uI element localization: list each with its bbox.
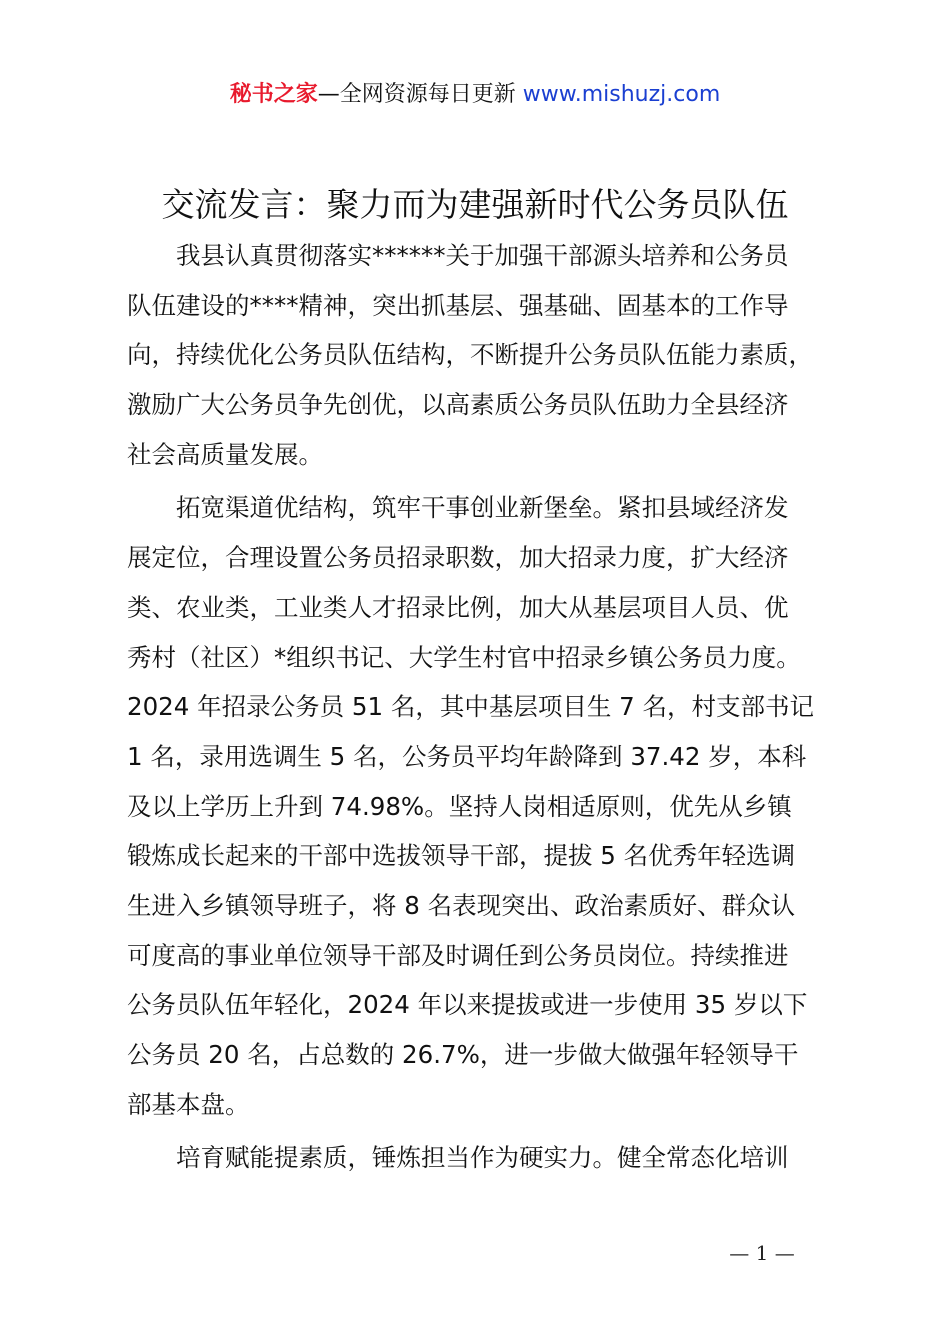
site-brand: 秘书之家 <box>229 82 318 107</box>
document-body <box>127 231 852 1183</box>
body-line: 及以上学历上升到 74.98%。坚持人岗相适原则，优先从乡镇 <box>127 791 792 821</box>
site-url-link[interactable]: www.mishuzj.com <box>522 82 721 107</box>
body-line: 锻炼成长起来的干部中选拔领导干部，提拔 5 名优秀年轻选调 <box>127 841 796 871</box>
page-number: — 1 — <box>729 1241 795 1265</box>
document-title: 交流发言：聚力而为建强新时代公务员队伍 <box>161 185 789 224</box>
site-tagline: —全网资源每日更新 <box>317 82 516 107</box>
body-line: 秀村（社区）*组织书记、大学生村官中招录乡镇公务员力度。 <box>127 642 801 672</box>
body-line: 激励广大公务员争先创优，以高素质公务员队伍助力全县经济 <box>127 390 789 420</box>
body-line: 社会高质量发展。 <box>127 439 323 469</box>
body-line: 类、农业类，工业类人才招录比例，加大从基层项目人员、优 <box>127 592 789 622</box>
site-header <box>0 80 950 110</box>
body-line: 可度高的事业单位领导干部及时调任到公务员岗位。持续推进 <box>127 940 789 970</box>
body-line: 展定位，合理设置公务员招录职数，加大招录力度，扩大经济 <box>127 543 789 573</box>
body-line: 公务员 20 名，占总数的 26.7%，进一步做大做强年轻领导干 <box>127 1040 799 1069</box>
body-line: 公务员队伍年轻化，2024 年以来提拔或进一步使用 35 岁以下 <box>127 990 808 1020</box>
body-line: 1 名，录用选调生 5 名，公务员平均年龄降到 37.42 岁，本科 <box>127 741 807 771</box>
body-line: 部基本盘。 <box>127 1089 250 1119</box>
body-line: 2024 年招录公务员 51 名，其中基层项目生 7 名，村支部书记 <box>127 692 815 722</box>
body-line: 向，持续优化公务员队伍结构，不断提升公务员队伍能力素质， <box>127 340 813 370</box>
body-line: 我县认真贯彻落实******关于加强干部源头培养和公务员 <box>127 241 789 270</box>
body-line: 队伍建设的****精神，突出抓基层、强基础、固基本的工作导 <box>127 290 789 320</box>
body-line: 生进入乡镇领导班子，将 8 名表现突出、政治素质好、群众认 <box>127 890 796 920</box>
body-line: 培育赋能提素质，锤炼担当作为硬实力。健全常态化培训 <box>127 1143 789 1173</box>
body-line: 拓宽渠道优结构，筑牢干事创业新堡垒。紧扣县域经济发 <box>127 493 789 523</box>
